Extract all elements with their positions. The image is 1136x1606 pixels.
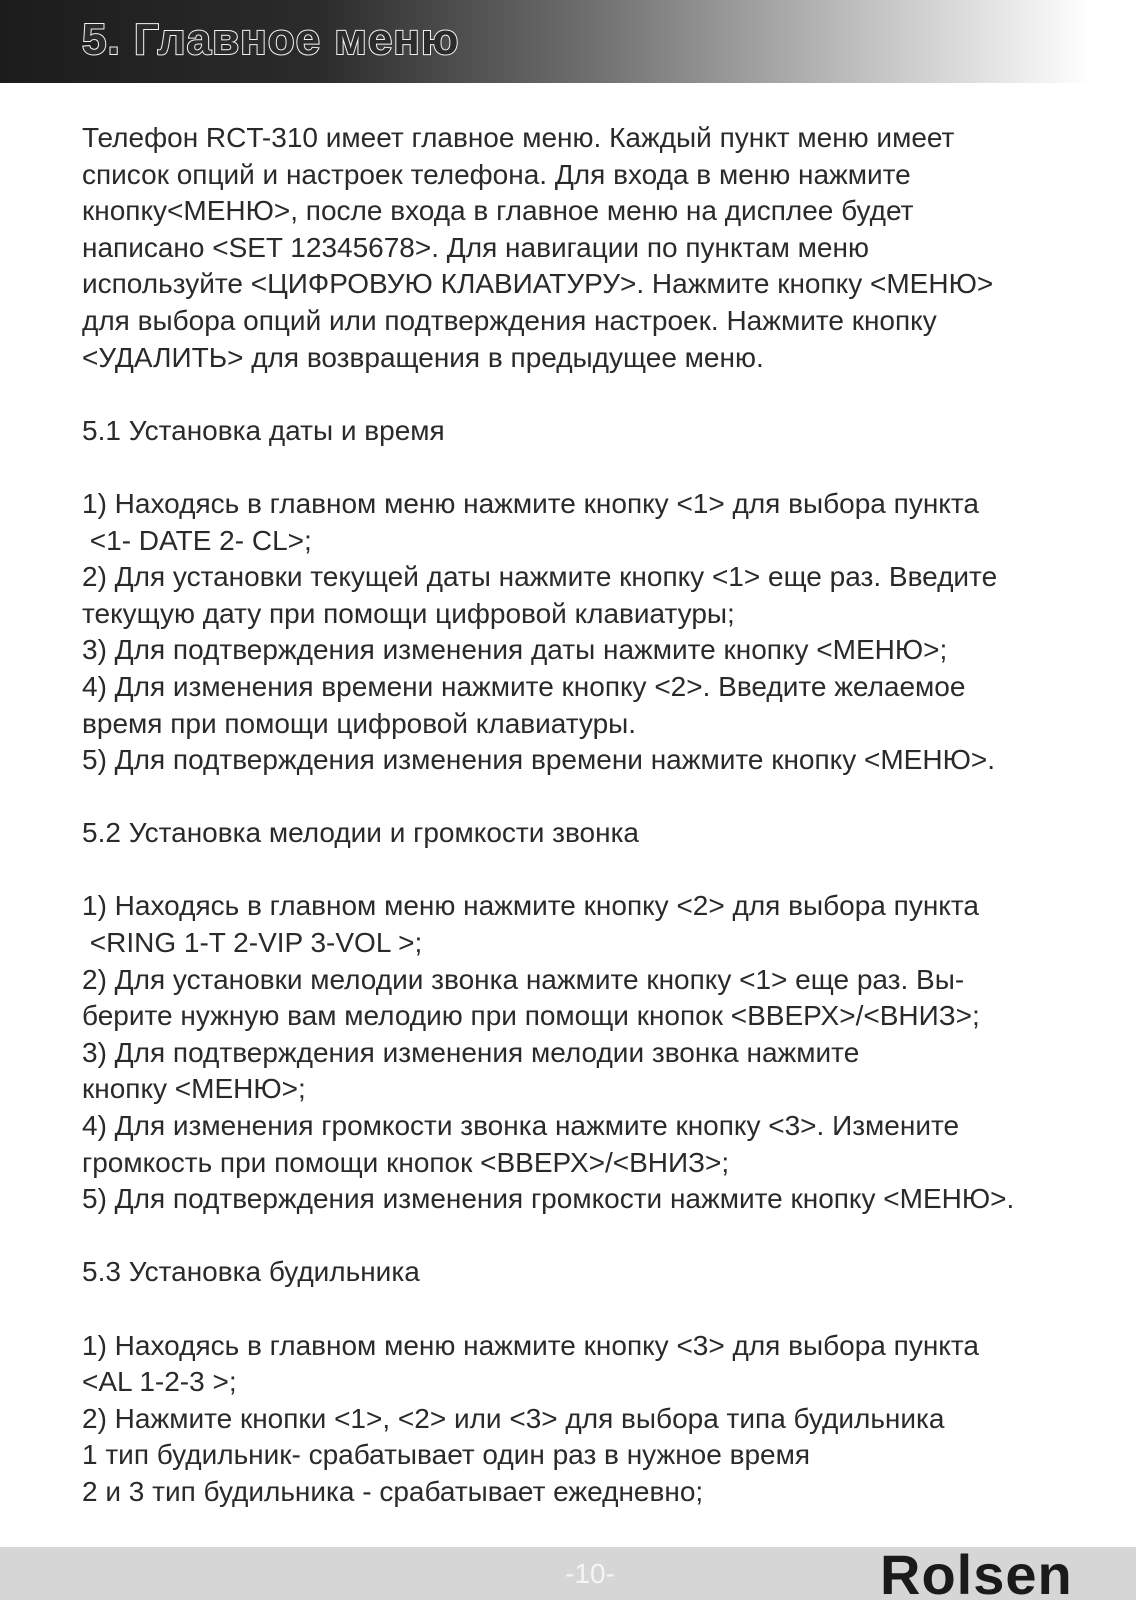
text-line: список опций и настроек телефона. Для входа в меню нажмите [82, 158, 911, 190]
text-line: написано <SET 12345678>. Для навигации по пунктам меню [82, 231, 869, 263]
intro-paragraph [82, 120, 1082, 376]
text-line: для выбора опций или подтверждения настроек. Нажмите кнопку [82, 304, 937, 336]
paragraph-gap [82, 1291, 1082, 1328]
text-line: 2) Для установки текущей даты нажмите кнопку <1> еще раз. Введите [82, 561, 998, 593]
text-line: 3) Для подтверждения изменения даты нажмите кнопку <МЕНЮ>; [82, 634, 948, 666]
page-number: -10- [565, 1558, 615, 1589]
footer-band [0, 1543, 1136, 1606]
text-line: 1 тип будильник- срабатывает один раз в нужное время [82, 1439, 811, 1471]
section-date-time [82, 413, 1082, 779]
text-line: 4) Для изменения времени нажмите кнопку <2>. Введите желаемое [82, 670, 966, 702]
paragraph-gap [82, 852, 1082, 889]
text-line: кнопку <МЕНЮ>; [82, 1073, 306, 1105]
text-line: время при помощи цифровой клавиатуры. [82, 707, 637, 739]
text-line: берите нужную вам мелодию при помощи кнопок <ВВЕРХ>/<ВНИЗ>; [82, 1000, 980, 1032]
paragraph-gap [82, 1218, 1082, 1255]
text-line: Телефон RCT-310 имеет главное меню. Каждый пункт меню имеет [82, 122, 955, 153]
text-line: <AL 1-2-3 >; [82, 1366, 237, 1398]
text-line: 2) Нажмите кнопки <1>, <2> или <3> для выбора типа будильника [82, 1402, 945, 1434]
text-line: кнопку<МЕНЮ>, после входа в главное меню на дисплее будет [82, 195, 914, 227]
text-line: 1) Находясь в главном меню нажмите кнопку <3> для выбора пункта [82, 1329, 979, 1361]
text-line: 4) Для изменения громкости звонка нажмите кнопку <3>. Измените [82, 1110, 960, 1142]
text-line: 5) Для подтверждения изменения громкости нажмите кнопку <МЕНЮ>. [82, 1183, 1015, 1215]
brand-logo: Rolsen [880, 1543, 1073, 1606]
text-line: громкость при помощи кнопок <ВВЕРХ>/<ВНИЗ>; [82, 1146, 730, 1178]
document-body [82, 120, 1082, 1511]
text-line: <УДАЛИТЬ> для возвращения в предыдущее меню. [82, 341, 764, 373]
text-line: <1- DATE 2- CL>; [82, 524, 312, 556]
section-alarm [82, 1254, 1082, 1510]
text-line: используйте <ЦИФРОВУЮ КЛАВИАТУРУ>. Нажмите кнопку <МЕНЮ> [82, 268, 994, 300]
text-line: 3) Для подтверждения изменения мелодии звонка нажмите [82, 1036, 860, 1068]
section-heading: 5.2 Установка мелодии и громкости звонка [82, 817, 640, 849]
section-ring [82, 815, 1082, 1218]
text-line: текущую дату при помощи цифровой клавиатуры; [82, 597, 735, 629]
header-band [0, 0, 1136, 83]
text-line: 1) Находясь в главном меню нажмите кнопку <2> для выбора пункта [82, 890, 979, 922]
text-line: 1) Находясь в главном меню нажмите кнопку <1> для выбора пункта [82, 487, 979, 519]
text-line: 5) Для подтверждения изменения времени нажмите кнопку <МЕНЮ>. [82, 744, 995, 776]
paragraph-gap [82, 376, 1082, 413]
paragraph-gap [82, 779, 1082, 816]
section-heading: 5.3 Установка будильника [82, 1256, 420, 1288]
page-title: 5. Главное меню [82, 15, 460, 64]
text-line: 2 и 3 тип будильника - срабатывает ежедневно; [82, 1475, 704, 1507]
text-line: 2) Для установки мелодии звонка нажмите кнопку <1> еще раз. Вы- [82, 963, 965, 995]
paragraph-gap [82, 449, 1082, 486]
section-heading: 5.1 Установка даты и время [82, 414, 445, 446]
text-line: <RING 1-T 2-VIP 3-VOL >; [82, 927, 423, 959]
